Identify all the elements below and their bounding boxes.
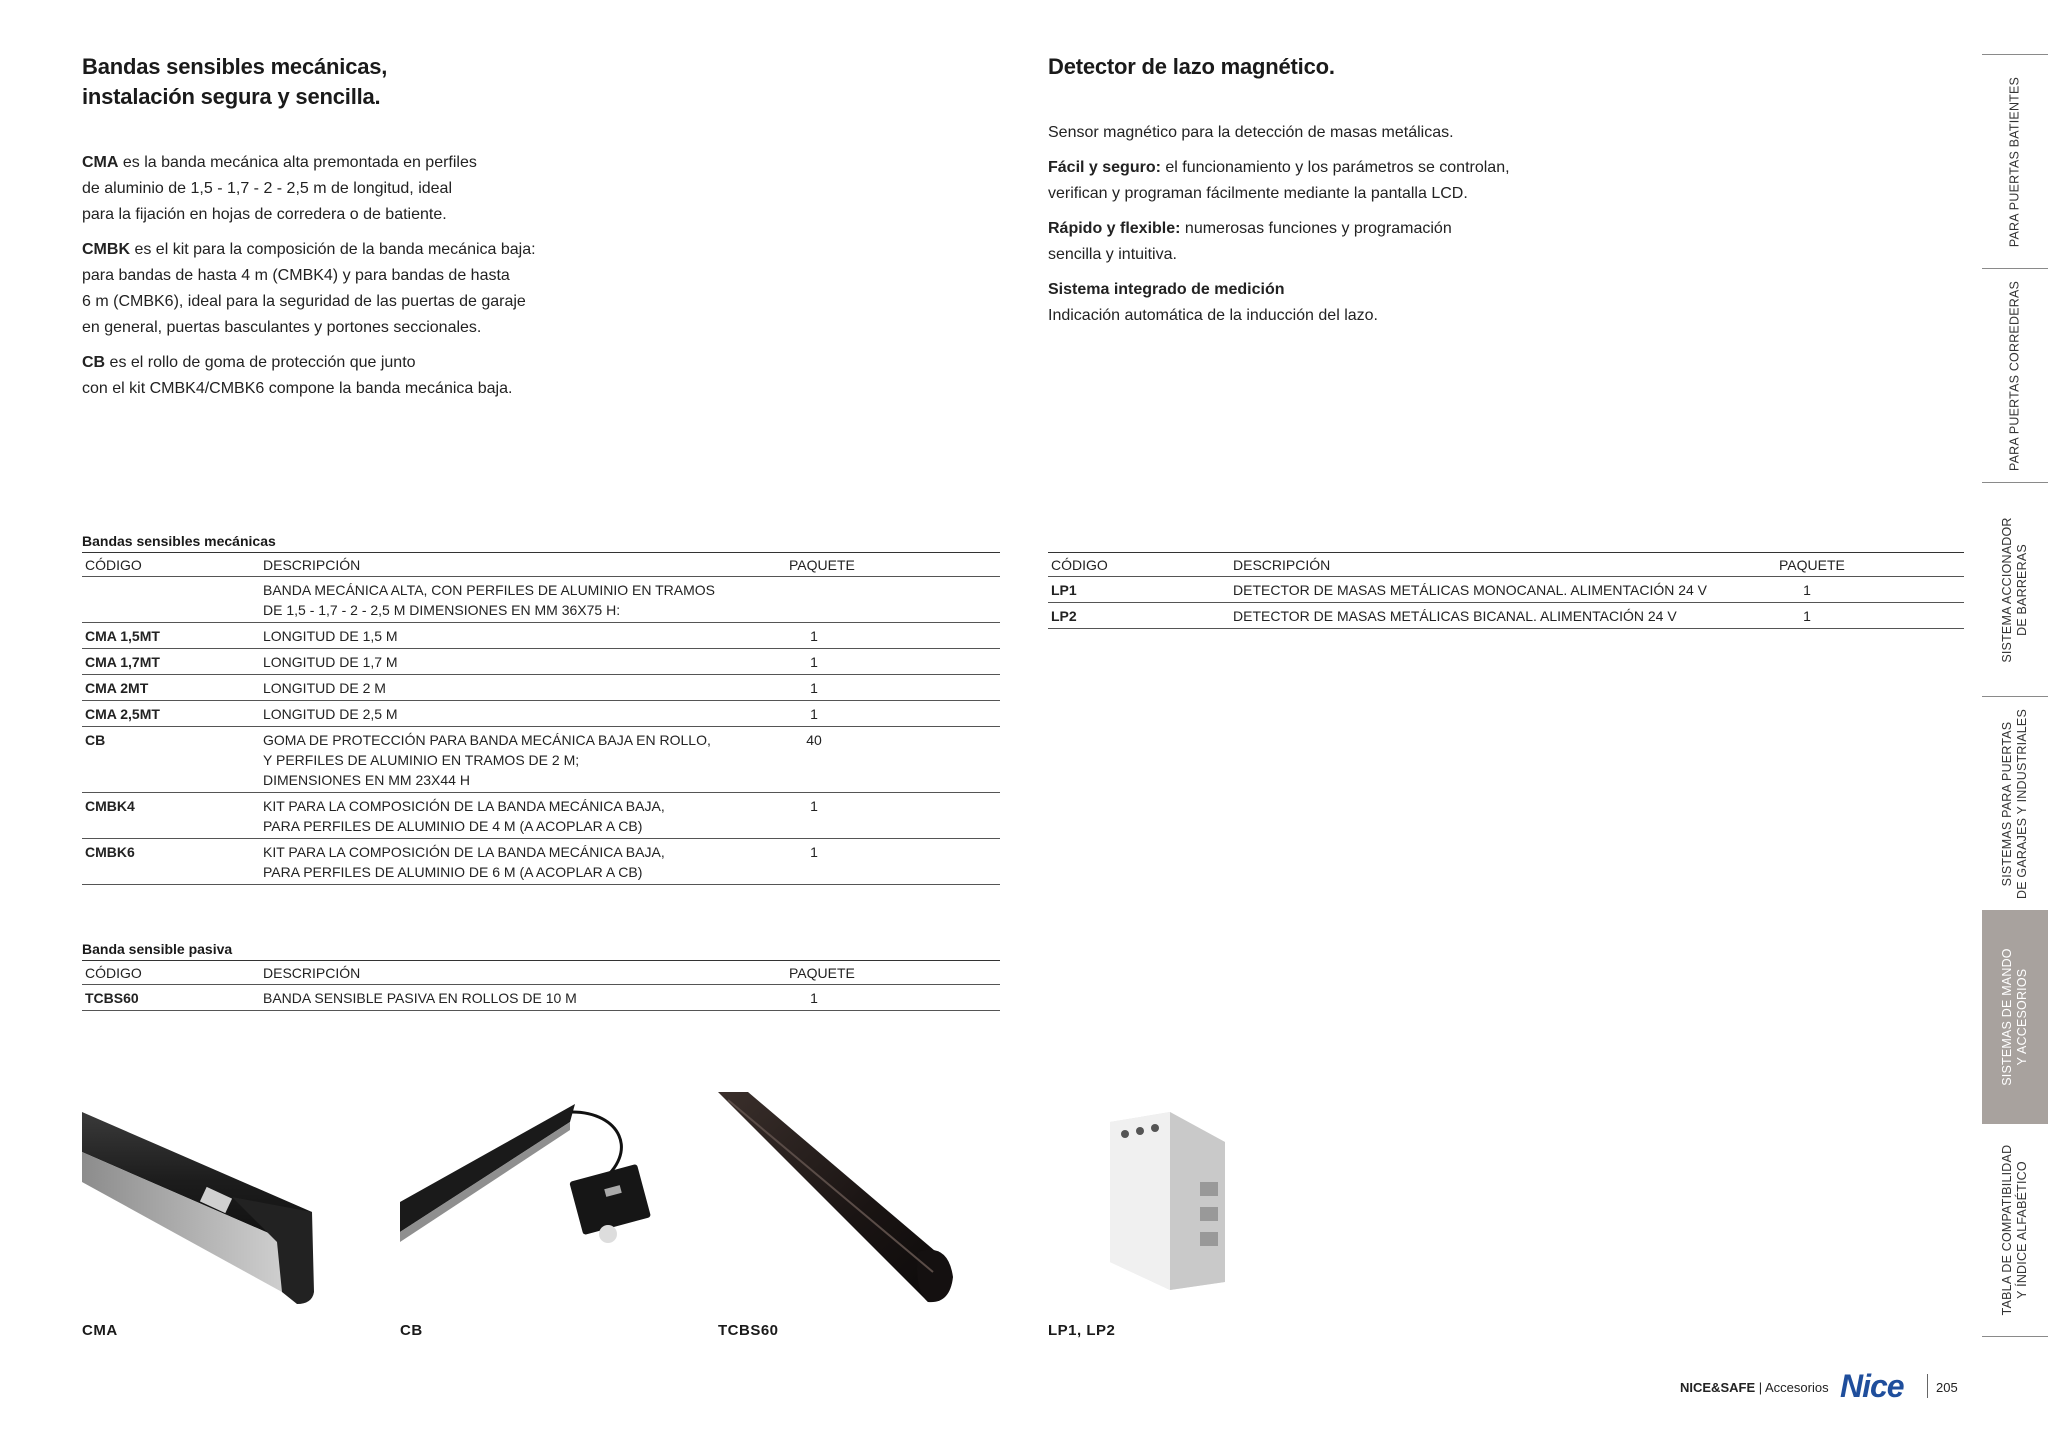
mech-table — [82, 552, 1000, 885]
caption-cma: CMA — [82, 1322, 118, 1339]
loop-table — [1048, 552, 1964, 629]
col-code-header: CÓDIGO — [82, 961, 260, 985]
table-header-row — [82, 961, 1000, 985]
intro-rapido: Rápido y flexible: numerosas funciones y programación sencilla y intuitiva. — [1048, 220, 1452, 263]
table-header-row — [1048, 553, 1964, 577]
passive-table — [82, 960, 1000, 1011]
nice-logo: Nice — [1840, 1368, 1904, 1404]
intro-cma: CMA es la banda mecánica alta premontada en perfiles de aluminio de 1,5 - 1,7 - 2 - 2,5 m de longitud, ideal para la fijación en hojas de corredera o de batiente. — [82, 154, 477, 223]
lp-detector-image — [1100, 1112, 1230, 1292]
table-row: LP2 DETECTOR DE MASAS METÁLICAS BICANAL. ALIMENTACIÓN 24 V 1 — [1048, 603, 1964, 629]
intro-sensor: Sensor magnético para la detección de masas metálicas. — [1048, 124, 1454, 141]
col-code-header: CÓDIGO — [1048, 553, 1230, 577]
table-header-row — [82, 553, 1000, 577]
nav-item-mando-accesorios[interactable]: SISTEMAS DE MANDO Y ACCESORIOS — [1982, 910, 2048, 1124]
nav-item-compatibilidad[interactable]: TABLA DE COMPATIBILIDAD Y ÍNDICE ALFABÉTICO — [2000, 1144, 2029, 1316]
table-row: CMA 2,5MT LONGITUD DE 2,5 M 1 — [82, 701, 1000, 727]
col-pack-header: PAQUETE — [786, 553, 1000, 577]
table-row: TCBS60 BANDA SENSIBLE PASIVA EN ROLLOS DE 10 M 1 — [82, 985, 1000, 1011]
nav-item-barreras[interactable]: SISTEMA ACCIONADOR DE BARRERAS — [2000, 516, 2029, 663]
intro-facil: Fácil y seguro: el funcionamiento y los parámetros se controlan, verifican y programan fácilmente mediante la pantalla LCD. — [1048, 159, 1510, 202]
tcbs60-band-image — [718, 1092, 968, 1312]
table-row: BANDA MECÁNICA ALTA, CON PERFILES DE ALUMINIO EN TRAMOS DE 1,5 - 1,7 - 2 - 2,5 M DIMENSIONES EN MM 36X75 H: — [82, 577, 1000, 623]
col-code-header: CÓDIGO — [82, 553, 260, 577]
tcbs60-band-image-art — [718, 1092, 968, 1312]
right-intro — [1048, 120, 1568, 338]
col-pack-header: PAQUETE — [786, 961, 1000, 985]
intro-sistema: Sistema integrado de medición Indicación automática de la inducción del lazo. — [1048, 281, 1378, 324]
caption-cb: CB — [400, 1322, 423, 1339]
right-heading: Detector de lazo magnético. — [1048, 54, 1335, 79]
intro-cb: CB es el rollo de goma de protección que junto con el kit CMBK4/CMBK6 compone la banda mecánica baja. — [82, 354, 513, 397]
table-row: CMBK6 KIT PARA LA COMPOSICIÓN DE LA BANDA MECÁNICA BAJA, PARA PERFILES DE ALUMINIO DE 6 M (A ACOPLAR A CB) 1 — [82, 839, 1000, 885]
intro-cmbk: CMBK es el kit para la composición de la banda mecánica baja: para bandas de hasta 4 m (CMBK4) y para bandas de hasta 6 m (CMBK6), ideal para la seguridad de las puertas de garaje en general, puertas basculantes y portones seccionales. — [82, 241, 536, 336]
nav-divider — [1982, 1336, 2048, 1337]
side-nav — [1982, 0, 2048, 1448]
cma-profile-image-art — [82, 1092, 342, 1312]
mech-table-block — [82, 532, 1000, 885]
col-desc-header: DESCRIPCIÓN — [1230, 553, 1776, 577]
nav-item-garajes[interactable]: SISTEMAS PARA PUERTAS DE GARAJES Y INDUSTRIALES — [2000, 708, 2029, 899]
table-row: CB GOMA DE PROTECCIÓN PARA BANDA MECÁNICA BAJA EN ROLLO, Y PERFILES DE ALUMINIO EN TRAMOS DE 2 M; DIMENSIONES EN MM 23X44 H 40 — [82, 727, 1000, 793]
passive-table-title: Banda sensible pasiva — [82, 941, 233, 957]
page-number: 205 — [1936, 1380, 1958, 1395]
table-row: CMA 1,5MT LONGITUD DE 1,5 M 1 — [82, 623, 1000, 649]
table-row: CMA 2MT LONGITUD DE 2 M 1 — [82, 675, 1000, 701]
nav-item-correderas[interactable]: PARA PUERTAS CORREDERAS — [2007, 280, 2022, 471]
left-heading: Bandas sensibles mecánicas, instalación segura y sencilla. — [82, 54, 388, 109]
caption-tcbs60: TCBS60 — [718, 1322, 779, 1339]
nav-item-batientes[interactable]: PARA PUERTAS BATIENTES — [2007, 76, 2022, 247]
mech-table-title: Bandas sensibles mecánicas — [82, 533, 276, 549]
lp-detector-image-art — [1100, 1112, 1230, 1292]
loop-table-block — [1048, 552, 1964, 629]
col-pack-header: PAQUETE — [1776, 553, 1964, 577]
cb-rubber-image-art — [400, 1092, 660, 1312]
table-row: CMBK4 KIT PARA LA COMPOSICIÓN DE LA BANDA MECÁNICA BAJA, PARA PERFILES DE ALUMINIO DE 4 M (A ACOPLAR A CB) 1 — [82, 793, 1000, 839]
col-desc-header: DESCRIPCIÓN — [260, 961, 786, 985]
table-row: CMA 1,7MT LONGITUD DE 1,7 M 1 — [82, 649, 1000, 675]
footer — [1680, 1368, 1970, 1404]
passive-table-block — [82, 940, 1000, 1011]
table-row: LP1 DETECTOR DE MASAS METÁLICAS MONOCANAL. ALIMENTACIÓN 24 V 1 — [1048, 577, 1964, 603]
caption-lp: LP1, LP2 — [1048, 1322, 1116, 1339]
cb-rubber-image — [400, 1092, 660, 1312]
cma-profile-image — [82, 1092, 342, 1312]
footer-separator — [1927, 1374, 1928, 1398]
left-intro — [82, 150, 542, 411]
footer-brand: NICE&SAFE | Accesorios — [1680, 1380, 1829, 1395]
col-desc-header: DESCRIPCIÓN — [260, 553, 786, 577]
